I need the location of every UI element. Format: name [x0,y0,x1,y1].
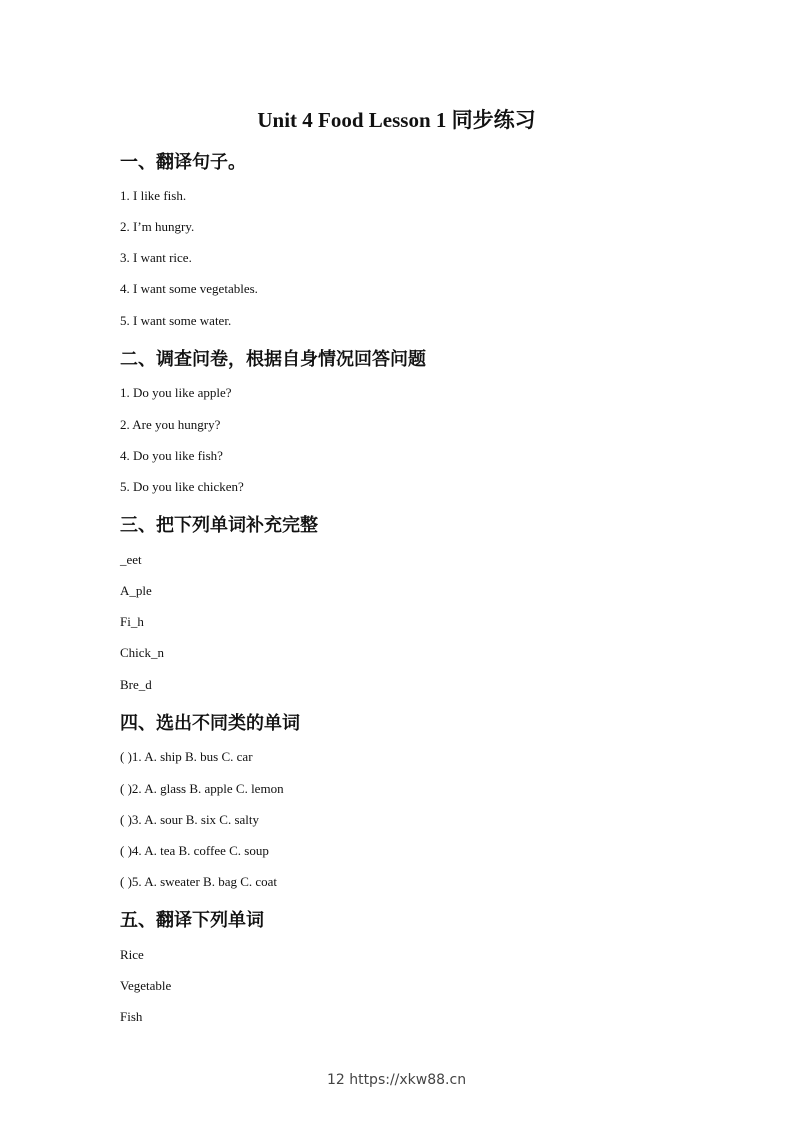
section-5-item: Vegetable [120,978,172,993]
section-4-item: ( )5. A. sweater B. bag C. coat [120,874,278,889]
section-4-item: ( )3. A. sour B. six C. salty [120,812,260,827]
page-footer: 12 https://xkw88.cn [326,1072,467,1088]
section-heading-3: 三、把下列单词补充完整 [120,515,318,536]
section-2-item: 5. Do you like chicken? [120,479,244,494]
section-3-item: Chick_n [120,645,165,660]
section-heading-1: 一、翻译句子。 [120,152,246,173]
section-2-item: 2. Are you hungry? [120,417,221,432]
section-4-item: ( )2. A. glass B. apple C. lemon [120,781,284,796]
section-3-item: _eet [120,552,142,567]
section-2-item: 4. Do you like fish? [120,448,223,463]
section-1-item: 3. I want rice. [120,250,192,265]
page-title: Unit 4 Food Lesson 1 同步练习 [257,108,536,132]
section-1-item: 5. I want some water. [120,313,232,328]
section-3-item: Bre_d [120,677,152,692]
section-heading-2: 二、调查问卷，根据自身情况回答问题 [120,349,426,370]
section-5-item: Rice [120,947,144,962]
section-2-item: 1. Do you like apple? [120,385,232,400]
section-4-item: ( )4. A. tea B. coffee C. soup [120,843,269,858]
section-1-item: 2. I’m hungry. [120,219,195,234]
section-heading-5: 五、翻译下列单词 [120,910,264,931]
section-4-item: ( )1. A. ship B. bus C. car [120,749,253,764]
section-heading-4: 四、选出不同类的单词 [120,713,300,734]
section-3-item: A_ple [120,583,152,598]
section-1-item: 4. I want some vegetables. [120,281,258,296]
section-3-item: Fi_h [120,614,144,629]
section-1-item: 1. I like fish. [120,188,187,203]
section-5-item: Fish [120,1009,143,1024]
